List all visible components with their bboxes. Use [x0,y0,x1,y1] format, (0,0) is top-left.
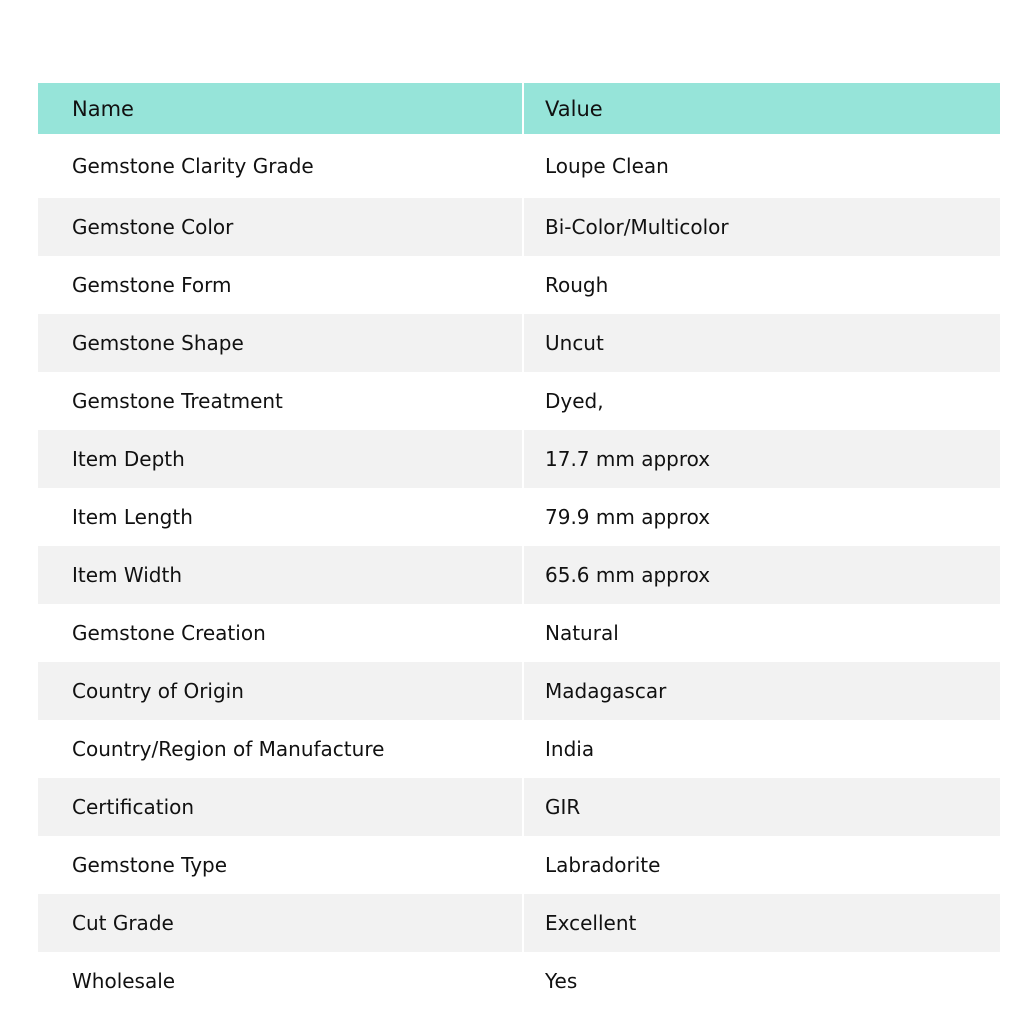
row-name: Gemstone Form [38,256,523,314]
header-name: Name [38,83,523,134]
row-value: Loupe Clean [523,134,1000,198]
table-row [38,314,1000,372]
table-row [38,256,1000,314]
row-name: Gemstone Treatment [38,372,523,430]
row-name: Country/Region of Manufacture [38,720,523,778]
row-value: Dyed, [523,372,1000,430]
table-body [38,134,1000,1010]
specifications-table [38,83,1000,1010]
row-name: Gemstone Color [38,198,523,256]
header-row [38,83,1000,134]
table-row [38,134,1000,198]
row-value: 65.6 mm approx [523,546,1000,604]
table-row [38,894,1000,952]
table-row [38,546,1000,604]
row-value: Excellent [523,894,1000,952]
row-name: Item Width [38,546,523,604]
row-value: GIR [523,778,1000,836]
table-row [38,488,1000,546]
header-value: Value [523,83,1000,134]
table-row [38,372,1000,430]
row-name: Item Depth [38,430,523,488]
row-value: Natural [523,604,1000,662]
table-row [38,430,1000,488]
row-name: Gemstone Creation [38,604,523,662]
row-value: 17.7 mm approx [523,430,1000,488]
row-name: Gemstone Type [38,836,523,894]
row-value: India [523,720,1000,778]
row-value: Yes [523,952,1000,1010]
table-row [38,604,1000,662]
row-name: Item Length [38,488,523,546]
table-row [38,952,1000,1010]
row-value: Labradorite [523,836,1000,894]
row-name: Wholesale [38,952,523,1010]
row-name: Country of Origin [38,662,523,720]
row-name: Gemstone Clarity Grade [38,134,523,198]
table-header [38,83,1000,134]
table-row [38,836,1000,894]
row-value: Uncut [523,314,1000,372]
row-name: Certification [38,778,523,836]
row-value: 79.9 mm approx [523,488,1000,546]
table-row [38,198,1000,256]
row-name: Gemstone Shape [38,314,523,372]
row-value: Bi-Color/Multicolor [523,198,1000,256]
row-name: Cut Grade [38,894,523,952]
table-row [38,662,1000,720]
table-row [38,778,1000,836]
table-row [38,720,1000,778]
row-value: Madagascar [523,662,1000,720]
row-value: Rough [523,256,1000,314]
